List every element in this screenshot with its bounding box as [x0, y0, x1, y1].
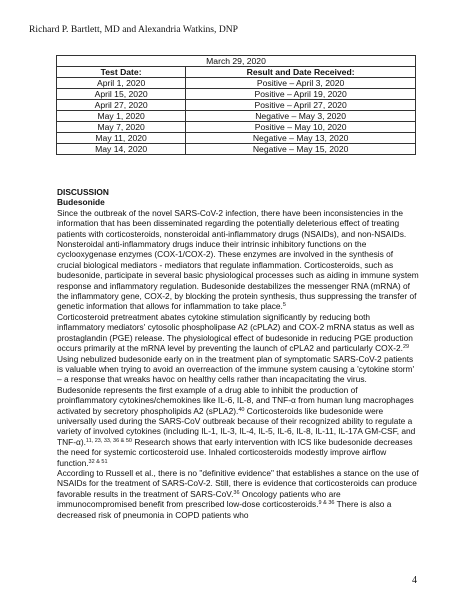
- section-heading: DISCUSSION: [57, 187, 109, 197]
- citation-ref: 11, 23, 33, 36 & 50: [85, 437, 132, 444]
- test-date-cell: May 11, 2020: [57, 133, 186, 144]
- paragraph: [57, 468, 419, 520]
- citation-ref: 36: [233, 489, 240, 496]
- test-date-cell: April 1, 2020: [57, 78, 186, 89]
- test-date-cell: April 15, 2020: [57, 89, 186, 100]
- paragraph-text: Corticosteroids like budesonide were universally used during the SARS-CoV outbreak because of their recognized ability to regulate a variety of involved cytokines (including IL-1, IL-3, IL-4, IL-5, IL-6, IL-8, IL-11, IL-17A GM-CSF, and TNF-α).: [57, 405, 416, 447]
- result-cell: Positive – April 19, 2020: [186, 89, 416, 100]
- section-subheading: Budesonide: [57, 197, 105, 208]
- table-caption: March 29, 2020: [57, 56, 416, 67]
- result-cell: Positive – April 3, 2020: [186, 78, 416, 89]
- paragraph-text: Research shows that early intervention with ICS like budesonide decreases the need for systemic corticosteroid use. Inhaled corticosteroids modestly improve airflow function.: [57, 436, 413, 468]
- result-cell: Negative – May 13, 2020: [186, 133, 416, 144]
- test-date-cell: April 27, 2020: [57, 100, 186, 111]
- column-header-test-date: Test Date:: [57, 67, 186, 78]
- test-date-cell: May 1, 2020: [57, 111, 186, 122]
- paragraph-text: Oncology patients who are immunocompromised benefit from prescribed low-dose corticosteroids.: [57, 488, 341, 510]
- paragraph-text: Using nebulized budesonide early on in the treatment plan of symptomatic SARS-CoV-2 patients is valuable when trying to avoid an overreaction of the immune system causing a 'cytokine storm' – a response that wreaks havoc on healthy cells rather than incapacitating the virus.: [57, 353, 415, 385]
- test-results-table: [56, 55, 416, 155]
- table-row: [57, 100, 416, 111]
- table-row: [57, 111, 416, 122]
- citation-ref: 32 & 51: [88, 458, 108, 465]
- result-cell: Negative – May 15, 2020: [186, 144, 416, 155]
- result-cell: Negative – May 3, 2020: [186, 111, 416, 122]
- test-date-cell: May 7, 2020: [57, 122, 186, 133]
- result-cell: Positive – April 27, 2020: [186, 100, 416, 111]
- citation-ref: 29: [402, 344, 410, 351]
- table-row: [57, 89, 416, 100]
- paragraph-text: Corticosteroid pretreatment abates cytokine stimulation significantly by reducing both inflammatory mediators' cytosolic phospholipase A2 (cPLA2) and COX-2 mRNA status as well as prostaglandin (PGE) release. The physiological effect of budesonide in reducing PGE production occurs primarily at the mRNA level by preventing the launch of cPLA2 and particularly COX-2.: [57, 311, 415, 354]
- result-cell: Positive – May 10, 2020: [186, 122, 416, 133]
- table-header-row: [57, 67, 416, 78]
- table-row: [57, 122, 416, 133]
- table-row: [57, 78, 416, 89]
- table-caption-row: [57, 56, 416, 67]
- page-number: 4: [412, 575, 417, 586]
- table-row: [57, 133, 416, 144]
- body-text: [57, 187, 419, 520]
- test-date-cell: May 14, 2020: [57, 144, 186, 155]
- paragraph-text: Since the outbreak of the novel SARS-CoV-2 infection, there have been inconsistencies in the information that has been disseminated regarding the potentially deleterious effect of treating patients with corticosteroids, nonsteroidal anti-inflammatory drugs (NSAIDs), and non-NSAIDs. Nonsteroidal anti-inflammatory drugs induce their intrinsic inhibitory functions on the cyclooxygenase enzymes (COX-1/COX-2). These enzymes are involved in the synthesis of crucial biological mediators - mediators that regulate inflammation. Corticosteroids, such as budesonide, participate in several basic physiological processes such as aiding in immune system response and inflammatory regulation. Budesonide destabilizes the messenger RNA (mRNA) of the inflammatory gene, COX-2, by blocking the protein synthesis, thus suppressing the transfer of genetic information that allows for inflammation to take place.: [57, 207, 419, 312]
- paragraph-text: According to Russell et al., there is no "definitive evidence" that establishes a stance on the use of NSAIDs for the treatment of SARS-CoV-2. Still, there is evidence that corticosteroids can produce favorable results in the treatment of SARS-CoV.: [57, 467, 419, 499]
- paragraph: [57, 208, 419, 312]
- paragraph: [57, 312, 419, 385]
- citation-ref: 5: [282, 302, 286, 309]
- paragraph-text: There is also a decreased risk of pneumonia in COPD patients who: [57, 499, 392, 520]
- table-row: [57, 144, 416, 155]
- paragraph: [57, 385, 419, 468]
- column-header-result: Result and Date Received:: [186, 67, 416, 78]
- citation-ref: 9 & 36: [318, 500, 335, 507]
- running-header: Richard P. Bartlett, MD and Alexandria Watkins, DNP: [29, 24, 239, 35]
- paragraph-text: Budesonide represents the first example of a drug able to inhibit the production of proinflammatory cytokines/chemokines like IL-6, IL-8, and TNF-α from human lung macrophages activated by secretory phospholipids A2 (sPLA2).: [57, 384, 414, 416]
- citation-ref: 40: [238, 406, 245, 413]
